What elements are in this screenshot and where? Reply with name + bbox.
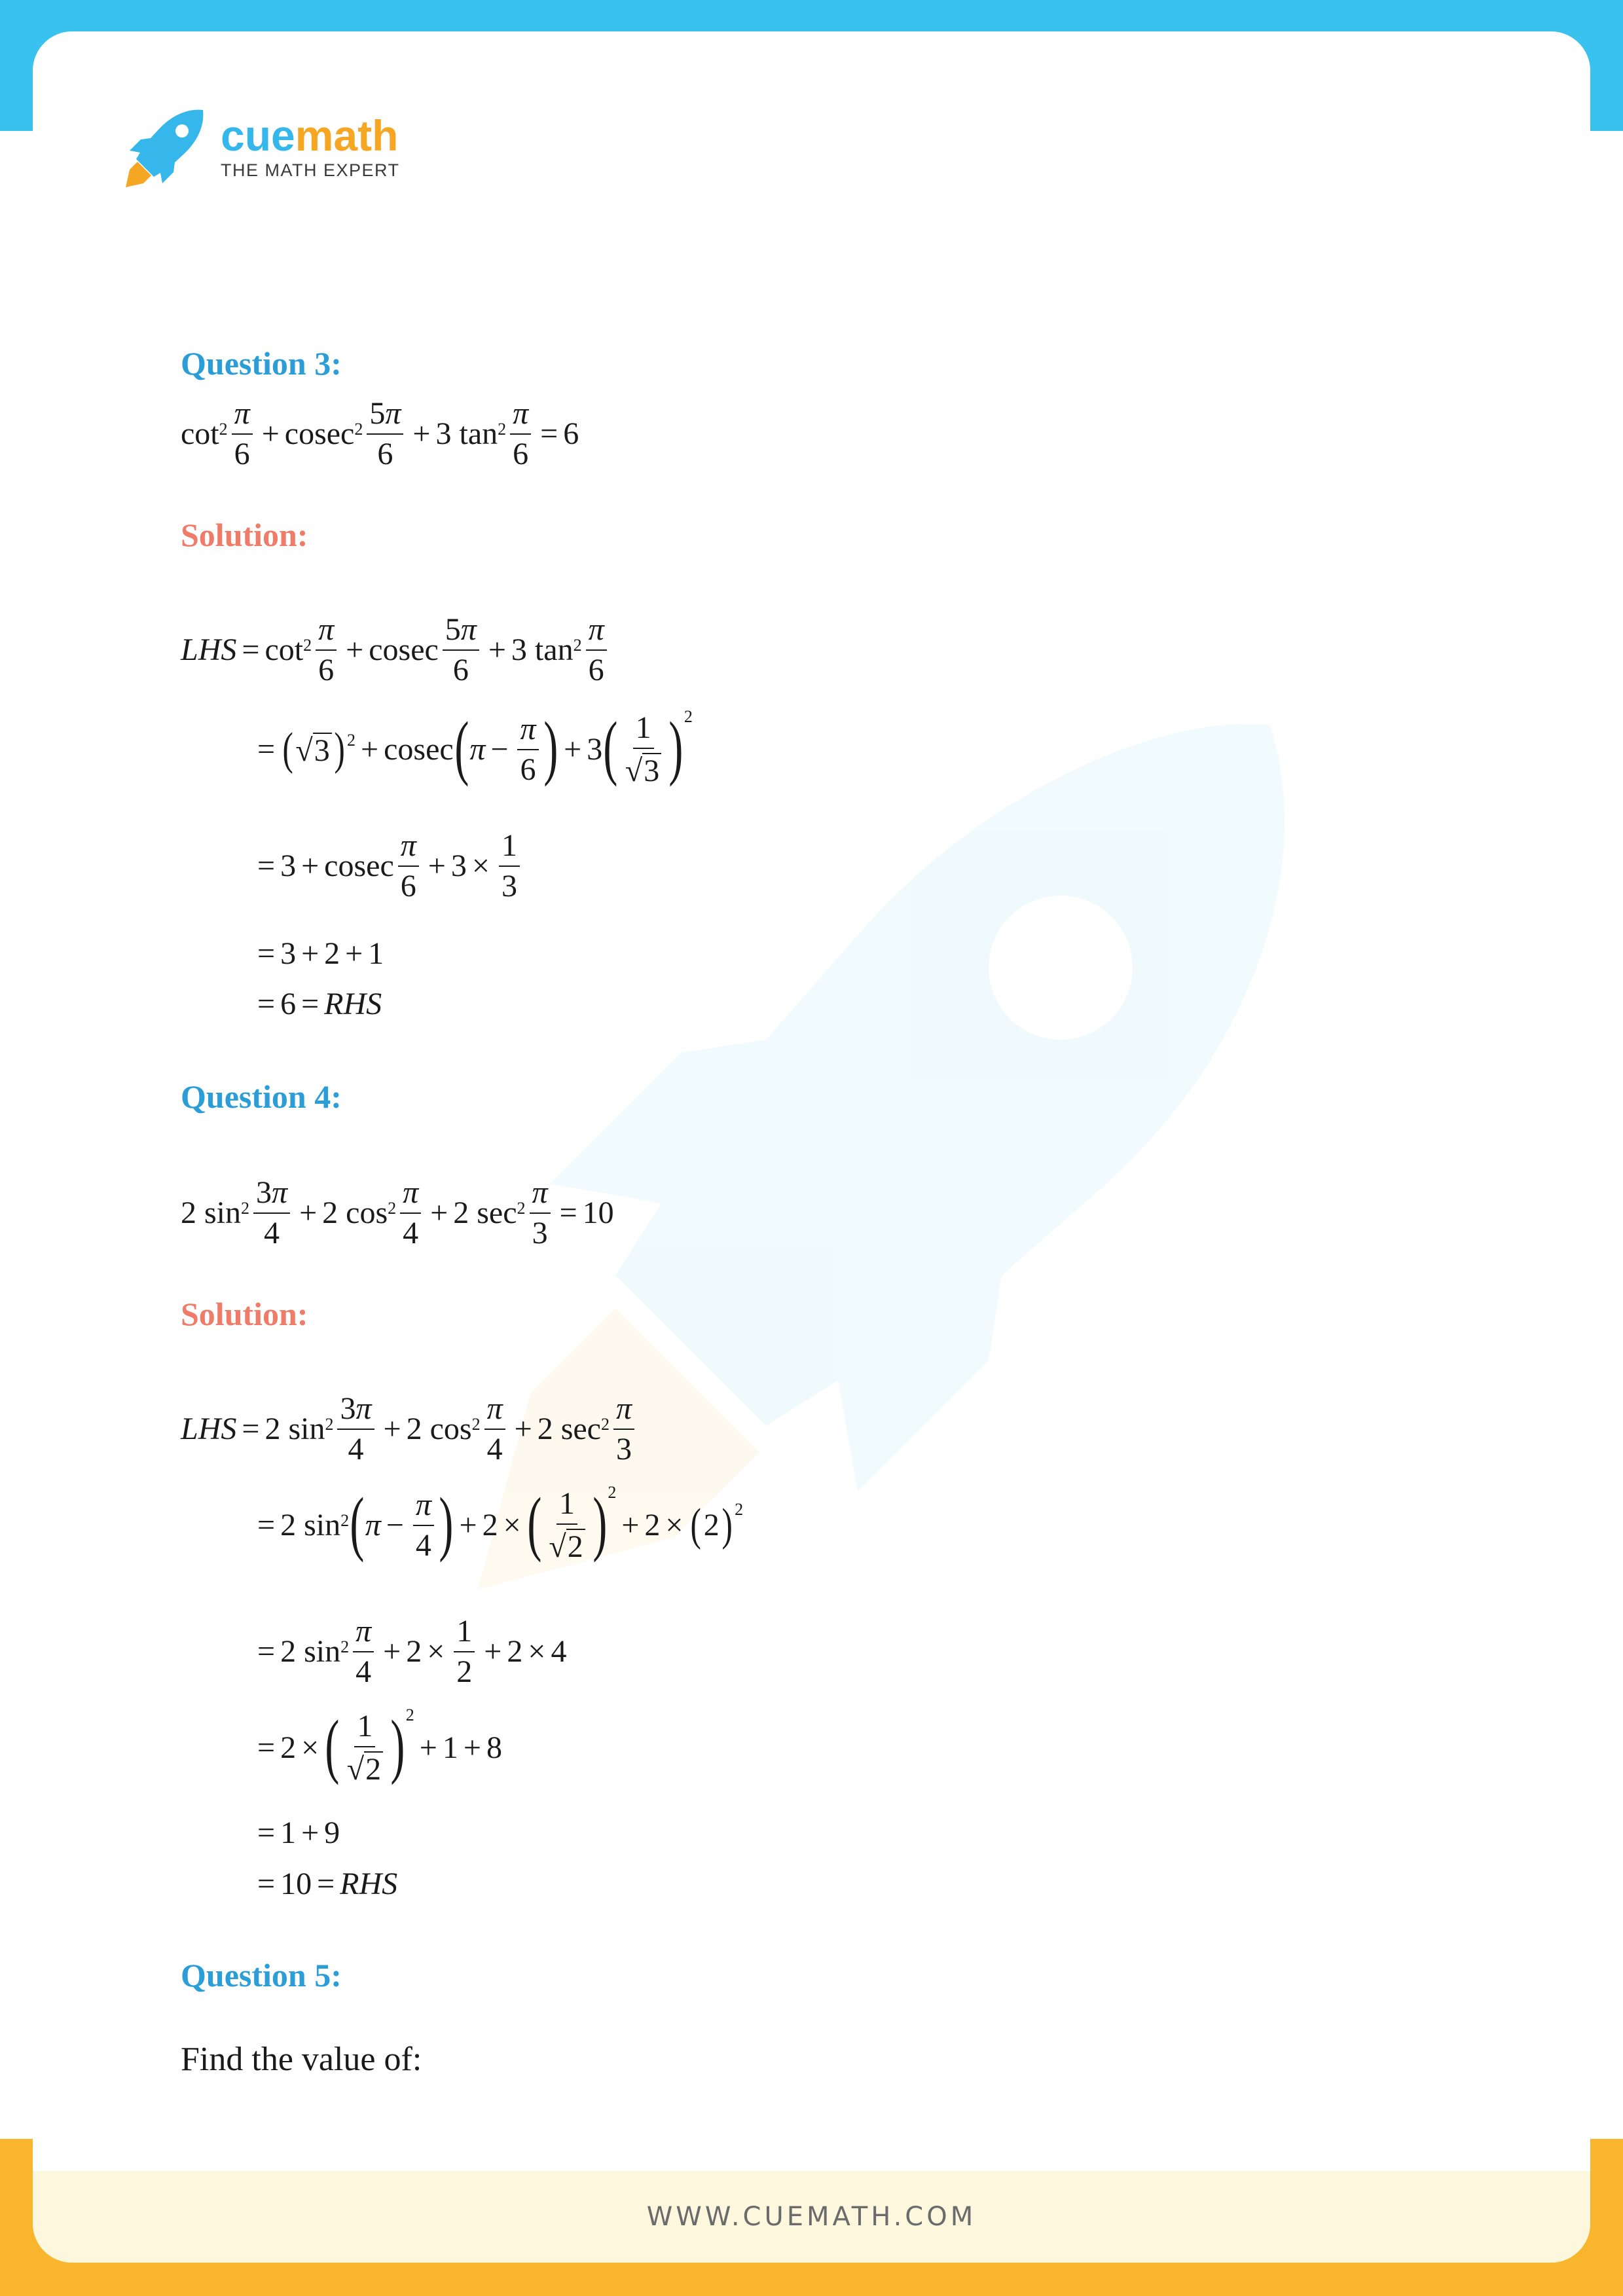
q4-step-6: = 10 = RHS [257, 1867, 398, 1901]
q4-step-1: LHS = 2 $\sin^2$ $\frac{3\pi}{4}$ + 2 $\cos^2$ $\frac{\pi}{4}$ + 2 $\sec^2$ $\frac{\pi}{3}$ [181, 1393, 638, 1465]
footer [33, 2171, 1590, 2263]
q3-step-1: LHS = $\cot^2$ $\frac{\pi}{6}$ + cosec $\frac{5\pi}{6}$ + 3 $\tan^2$ $\frac{\pi}{6}$ [181, 614, 611, 686]
q4-step-5: = 1 + 9 [257, 1815, 340, 1850]
brand-name: cuemath [221, 111, 399, 160]
q3-step-5: = 6 = RHS [257, 987, 382, 1021]
footer-url[interactable]: WWW.CUEMATH.COM [646, 2202, 977, 2232]
question-3-statement: $\cot^2$ $\frac{\pi}{6}$ + cosec$^2$ $\frac{5\pi}{6}$ + 3 $\tan^2$ $\frac{\pi}{6}$ = 6 [181, 396, 579, 471]
question-4-title: Question 4: [181, 1078, 342, 1115]
question-3-solution-label: Solution: [181, 517, 308, 553]
q4-step-2: = 2 $\sin^2$ ( π − $\frac{\pi}{4}$ ) + 2 × ( 1 √ 2 ) $^2$ + 2 × ( 2 ) $^2$ [257, 1483, 744, 1564]
brand-tagline: THE MATH EXPERT [221, 160, 400, 180]
question-4-statement: 2 $\sin^2$ $\frac{3\pi}{4}$ + 2 $\cos^2$ $\frac{\pi}{4}$ + 2 $\sec^2$ $\frac{\pi}{3}$ = 10 [181, 1175, 614, 1250]
q3-step-2: = ( √ 3 ) $^2$ + cosec ( π − $\frac{\pi}{6}$ ) + 3 ( 1 √ 3 ) $^2$ [257, 707, 693, 788]
q3-step-3: = 3 + cosec $\frac{\pi}{6}$ + 3 × $\frac{1}{3}$ [252, 830, 524, 902]
question-5-prompt: Find the value of: [181, 2041, 422, 2078]
q4-step-4: = 2 × ( 1 √ 2 ) $^2$ + 1 + 8 [257, 1705, 502, 1787]
q4-step-3: = 2 $\sin^2$ $\frac{\pi}{4}$ + 2 × $\frac{1}{2}$ + 2 × 4 [257, 1614, 567, 1689]
page-card [33, 31, 1590, 2263]
question-5-title: Question 5: [181, 1957, 342, 1994]
question-4-solution-label: Solution: [181, 1296, 308, 1332]
rocket-logo-icon [124, 107, 206, 189]
cuemath-logo [124, 107, 400, 189]
q3-step-4: = 3 + 2 + 1 [257, 936, 384, 971]
question-3-title: Question 3: [181, 345, 342, 382]
